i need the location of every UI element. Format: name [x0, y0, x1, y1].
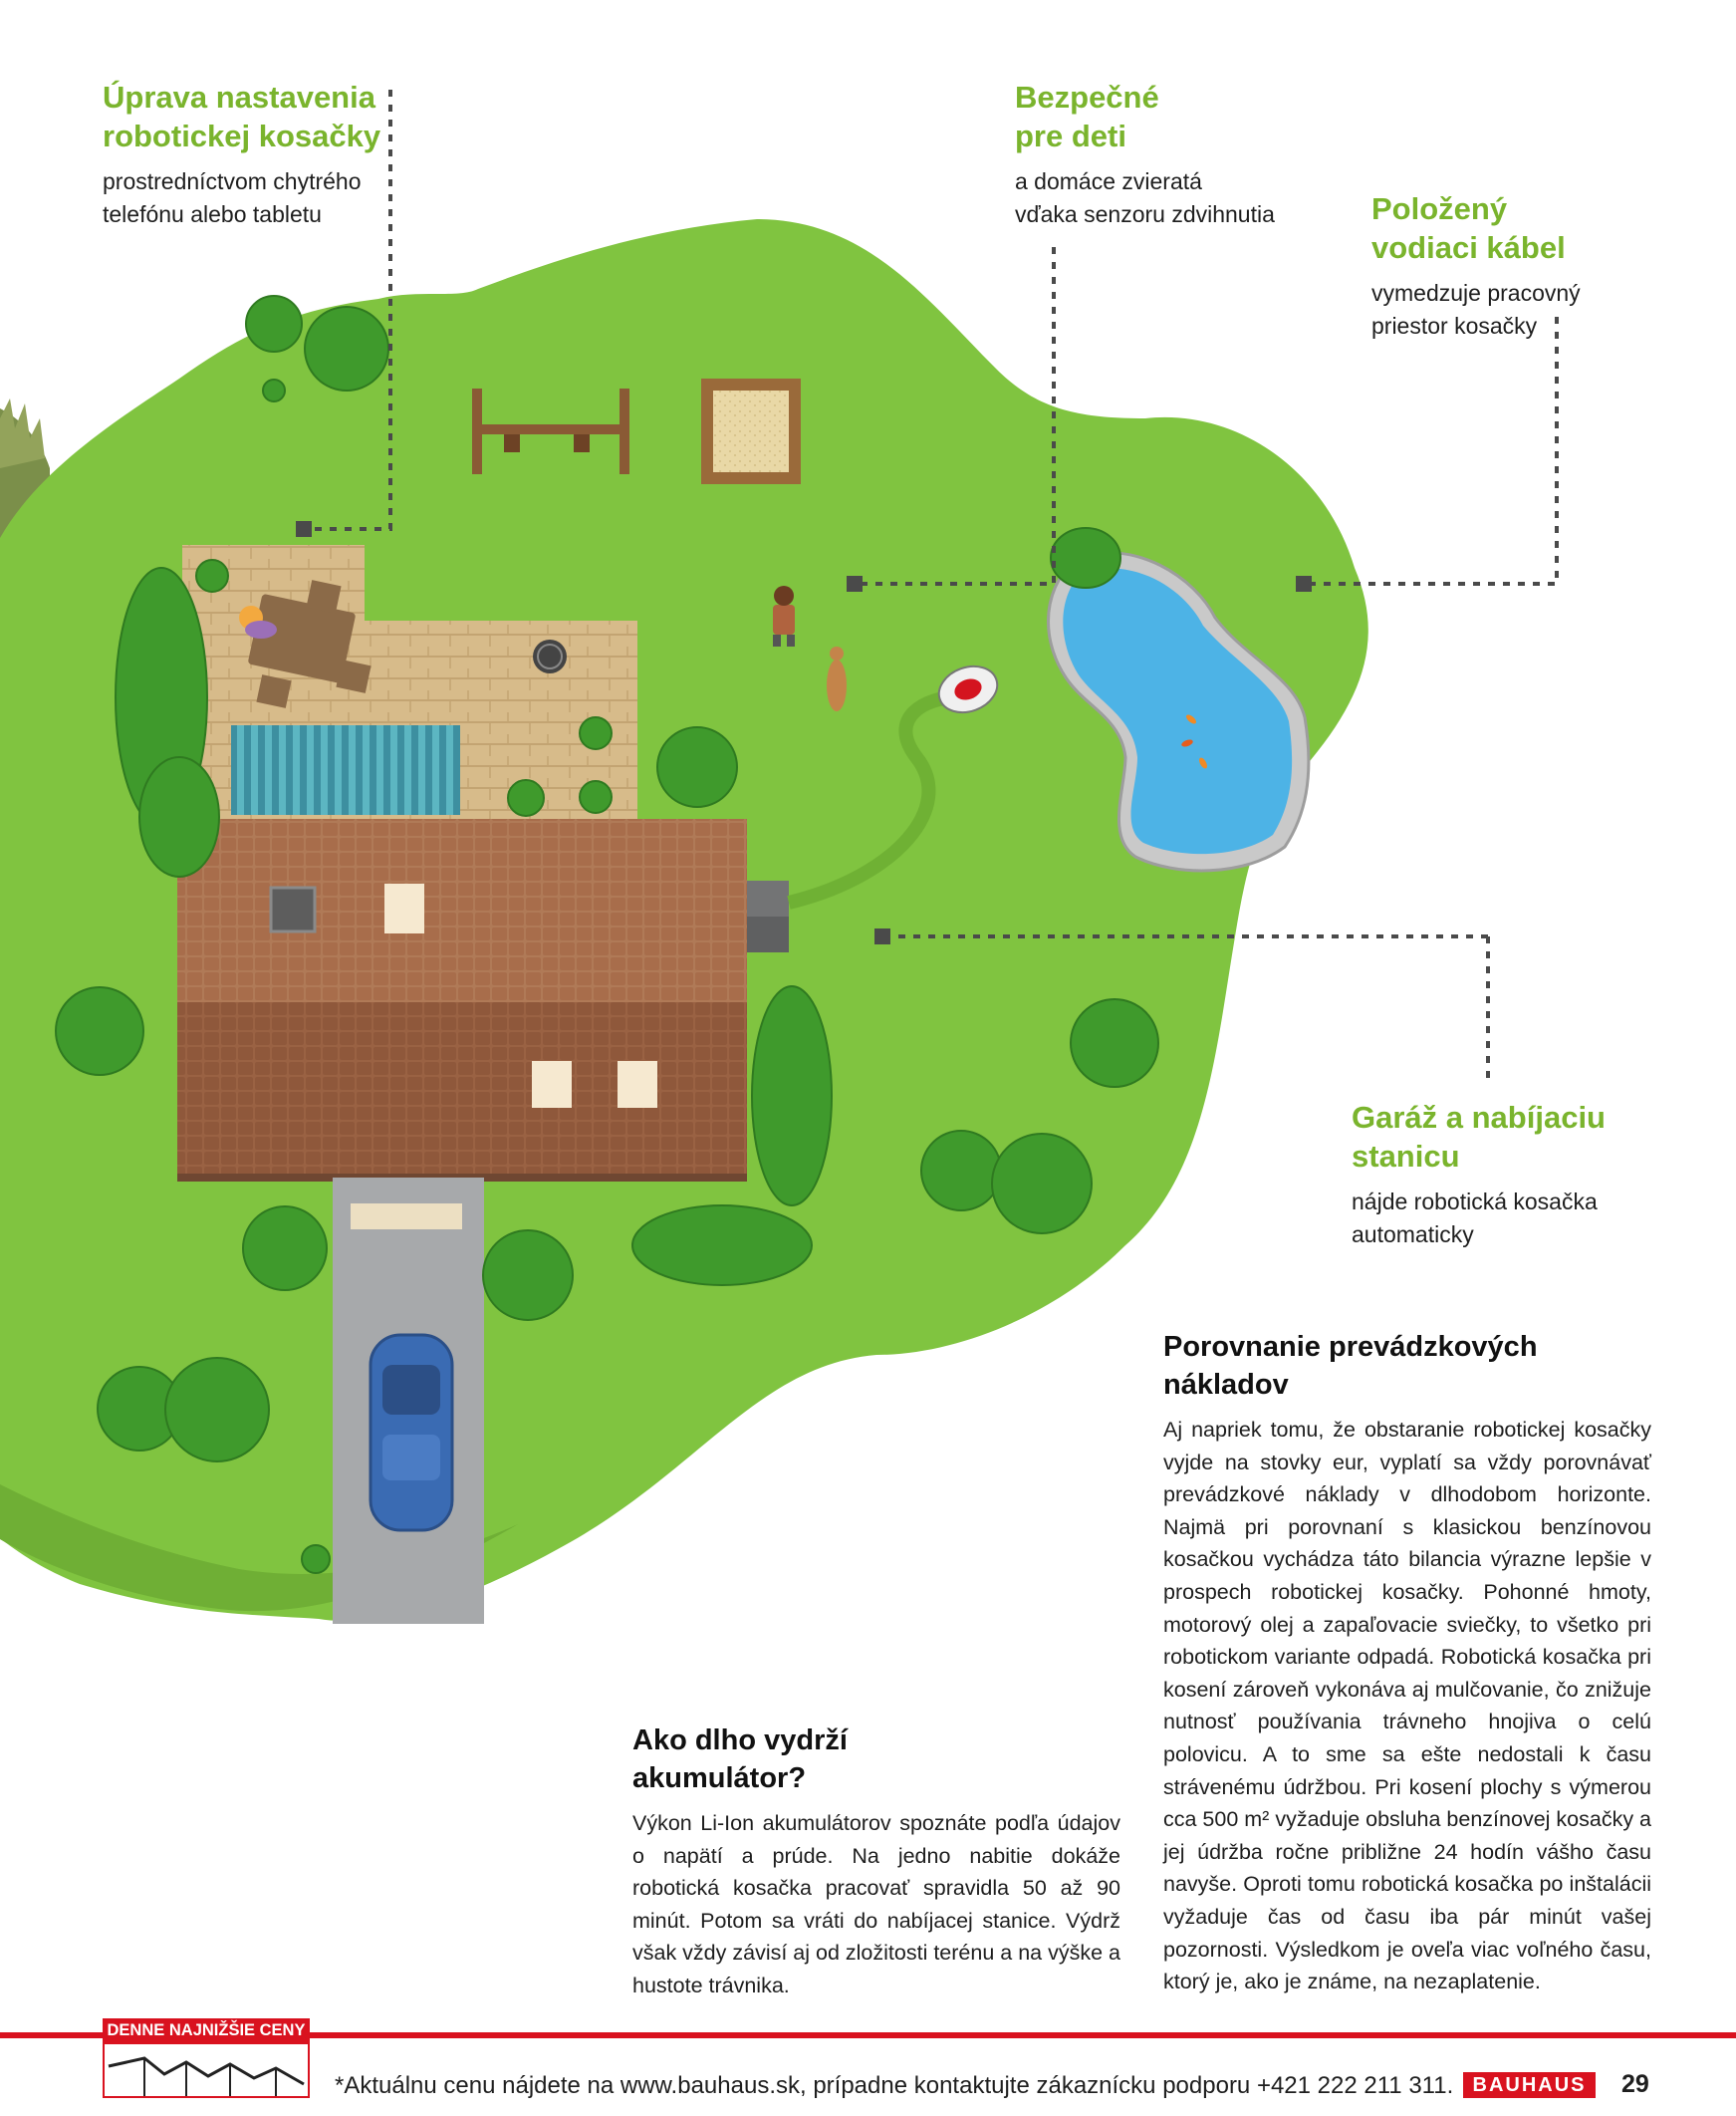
callout-title-line2: pre deti	[1015, 119, 1126, 153]
article-body: Výkon Li-Ion akumulátorov spoznáte podľa údajov o napätí a prúde. Na jedno nabitie dokáže robotická kosačka pracovať spravidla 50 až 90 minút. Potom sa vráti do nabíjacej stanice. Výdrž však vždy závisí aj od zložitosti terénu a na výške a hustote trávnika.	[632, 1811, 1120, 1997]
house	[177, 819, 747, 1182]
article-heading	[1163, 1328, 1651, 1404]
page-number: 29	[1621, 2070, 1649, 2098]
callout-title	[1371, 189, 1670, 267]
bauhaus-logo: BAUHAUS	[1463, 2072, 1596, 2098]
callout-garage	[1352, 1098, 1670, 1251]
article-heading-line1: Ako dlho vydrží	[632, 1724, 848, 1756]
callout-guide-wire	[1371, 189, 1670, 343]
callout-text-line1: vymedzuje pracovný	[1371, 280, 1581, 306]
callout-text	[1371, 277, 1670, 343]
callout-text-line2: automaticky	[1352, 1221, 1474, 1247]
callout-title	[103, 78, 401, 155]
callout-text	[1352, 1186, 1670, 1251]
callout-title-line1: Položený	[1371, 191, 1508, 226]
badge-label: DENNE NAJNIŽŠIE CENY	[103, 2018, 310, 2042]
callout-child-safe	[1015, 78, 1334, 231]
callout-text-line2: telefónu alebo tabletu	[103, 201, 322, 227]
callout-title-line1: Úprava nastavenia	[103, 80, 375, 115]
callout-title-line2: robotickej kosačky	[103, 119, 381, 153]
callout-title	[1352, 1098, 1670, 1176]
article-battery-life	[632, 1721, 1120, 2002]
callout-title-line1: Garáž a nabíjaciu	[1352, 1100, 1606, 1135]
article-heading-line1: Porovnanie prevádzkových	[1163, 1331, 1538, 1363]
callout-text-line2: priestor kosačky	[1371, 313, 1538, 339]
callout-text-line1: nájde robotická kosačka	[1352, 1189, 1598, 1214]
callout-app-control	[103, 78, 401, 231]
callout-title-line2: vodiaci kábel	[1371, 230, 1566, 265]
article-body: Aj napriek tomu, že obstaranie robotickej kosačky vyjde na stovky eur, vyplatí sa vždy porovnávať prevádzkové náklady v dlhodobom horizonte. Najmä pri porovnaní s klasickou benzínovou kosačkou vychádza táto bilancia výrazne lepšie v prospech robotickej kosačky. Pohonné hmoty, motorový olej a zapaľovacie sviečky, to všetko pri robotickom variante odpadá. Robotická kosačka pri kosení zároveň vykonáva aj mulčovanie, čo znižuje nutnosť používania trávneho hnojiva o celú polovicu. A to sme sa ešte nedostali k času strávenému údržbou. Pri kosení plochy s výmerou cca 500 m² vyžaduje obsluha benzínovej kosačky a jej údržba ročne približne 24 hodín vášho času navyše. Oproti tomu robotická kosačka po inštalácii vyžaduje čas od času iba pár minút vašej pozornosti. Výsledkom je oveľa viac voľného času, ktorý je, ako je známe, na nezaplatenie.	[1163, 1418, 1651, 1994]
article-heading-line2: akumulátor?	[632, 1762, 807, 1794]
callout-text-line2: vďaka senzoru zdvihnutia	[1015, 201, 1275, 227]
car-icon	[371, 1335, 452, 1530]
article-operating-costs	[1163, 1328, 1651, 1998]
callout-title-line2: stanicu	[1352, 1139, 1460, 1174]
callout-text-line1: prostredníctvom chytrého	[103, 168, 362, 194]
article-heading	[632, 1721, 1120, 1797]
sandbox	[701, 379, 801, 484]
callout-title-line1: Bezpečné	[1015, 80, 1159, 115]
badge-chart-icon	[103, 2042, 310, 2098]
callout-text	[1015, 165, 1334, 231]
callout-text-line1: a domáce zvieratá	[1015, 168, 1202, 194]
lowest-price-badge	[103, 2018, 310, 2096]
footer-price-note: *Aktuálnu cenu nájdete na www.bauhaus.sk, prípadne kontaktujte zákaznícku podporu +421 222 211 311.	[335, 2072, 1454, 2099]
callout-title	[1015, 78, 1334, 155]
callout-text	[103, 165, 401, 231]
article-heading-line2: nákladov	[1163, 1369, 1289, 1401]
